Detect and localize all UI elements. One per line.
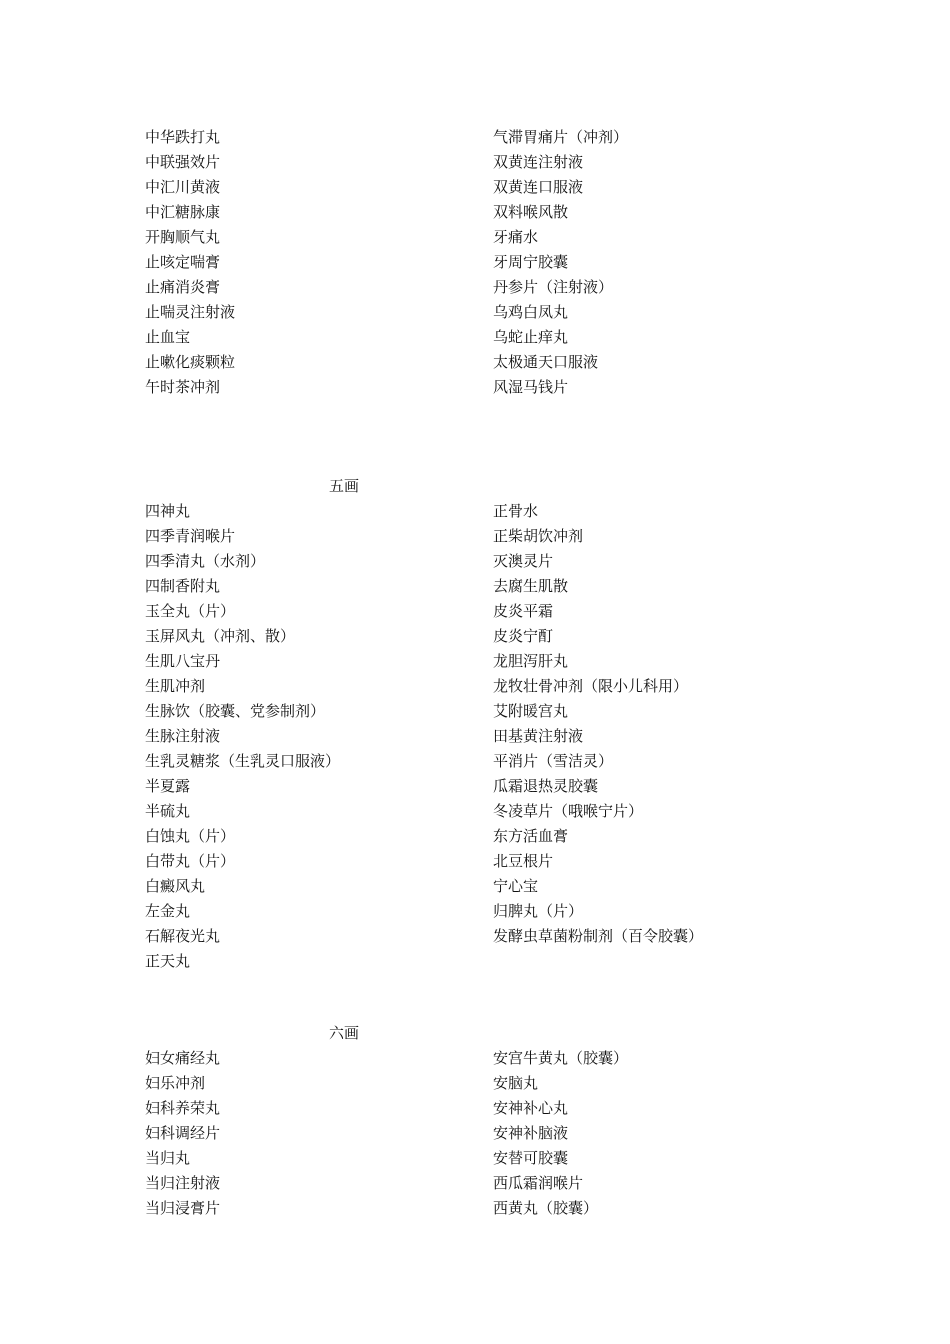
list-item: 安神补脑液 [493, 1124, 569, 1142]
list-item: 止喘灵注射液 [145, 303, 236, 321]
list-item: 太极通天口服液 [493, 353, 599, 371]
list-item: 平消片（雪洁灵） [493, 752, 614, 770]
list-item: 四季清丸（水剂） [145, 552, 266, 570]
list-item: 冬凌草片（哦喉宁片） [493, 802, 644, 820]
list-item: 东方活血膏 [493, 827, 569, 845]
list-item: 止痛消炎膏 [145, 278, 221, 296]
list-item: 正骨水 [493, 502, 539, 520]
list-item: 去腐生肌散 [493, 577, 569, 595]
list-item: 左金丸 [145, 902, 191, 920]
list-item: 中汇川黄液 [145, 178, 221, 196]
list-item: 妇科养荣丸 [145, 1099, 221, 1117]
right-column [493, 499, 873, 949]
list-item: 中华跌打丸 [145, 128, 221, 146]
list-item: 龙牧壮骨冲剂（限小儿科用） [493, 677, 689, 695]
list-item: 田基黄注射液 [493, 727, 584, 745]
list-item: 四制香附丸 [145, 577, 221, 595]
list-item: 北豆根片 [493, 852, 554, 870]
list-item: 瓜霜退热灵胶囊 [493, 777, 599, 795]
list-item: 石解夜光丸 [145, 927, 221, 945]
list-item: 中联强效片 [145, 153, 221, 171]
list-item: 中汇糖脉康 [145, 203, 221, 221]
list-item: 西瓜霜润喉片 [493, 1174, 584, 1192]
list-item: 生脉饮（胶囊、党参制剂） [145, 702, 326, 720]
list-item: 白带丸（片） [145, 852, 236, 870]
list-item: 乌鸡白凤丸 [493, 303, 569, 321]
left-column [145, 1046, 475, 1221]
list-item: 皮炎宁酊 [493, 627, 554, 645]
section-heading: 六画 [329, 1024, 360, 1042]
list-item: 妇女痛经丸 [145, 1049, 221, 1067]
list-item: 正柴胡饮冲剂 [493, 527, 584, 545]
list-item: 艾附暖宫丸 [493, 702, 569, 720]
list-item: 牙痛水 [493, 228, 539, 246]
list-item: 双黄连注射液 [493, 153, 584, 171]
right-column [493, 1046, 873, 1221]
list-item: 止嗽化痰颗粒 [145, 353, 236, 371]
list-item: 玉全丸（片） [145, 602, 236, 620]
list-item: 玉屏风丸（冲剂、散） [145, 627, 296, 645]
list-item: 开胸顺气丸 [145, 228, 221, 246]
list-item: 气滞胃痛片（冲剂） [493, 128, 629, 146]
list-item: 皮炎平霜 [493, 602, 554, 620]
list-item: 安脑丸 [493, 1074, 539, 1092]
list-item: 西黄丸（胶囊） [493, 1199, 599, 1217]
list-item: 半夏露 [145, 777, 191, 795]
section-heading: 五画 [329, 477, 360, 495]
list-item: 牙周宁胶囊 [493, 253, 569, 271]
list-item: 生肌八宝丹 [145, 652, 221, 670]
list-item: 龙胆泻肝丸 [493, 652, 569, 670]
list-item: 宁心宝 [493, 877, 539, 895]
list-item: 安神补心丸 [493, 1099, 569, 1117]
list-item: 安宫牛黄丸（胶囊） [493, 1049, 629, 1067]
list-item: 当归浸膏片 [145, 1199, 221, 1217]
list-item: 四季青润喉片 [145, 527, 236, 545]
list-item: 生肌冲剂 [145, 677, 206, 695]
list-item: 归脾丸（片） [493, 902, 584, 920]
list-item: 当归丸 [145, 1149, 191, 1167]
list-item: 生脉注射液 [145, 727, 221, 745]
list-item: 妇科调经片 [145, 1124, 221, 1142]
list-item: 灭澳灵片 [493, 552, 554, 570]
list-item: 白癜风丸 [145, 877, 206, 895]
list-item: 发酵虫草菌粉制剂（百令胶囊） [493, 927, 704, 945]
list-item: 安替可胶囊 [493, 1149, 569, 1167]
list-item: 止血宝 [145, 328, 191, 346]
list-item: 风湿马钱片 [493, 378, 569, 396]
list-item: 双黄连口服液 [493, 178, 584, 196]
list-item: 妇乐冲剂 [145, 1074, 206, 1092]
list-item: 正天丸 [145, 952, 191, 970]
list-item: 半硫丸 [145, 802, 191, 820]
left-column [145, 499, 475, 974]
list-item: 乌蛇止痒丸 [493, 328, 569, 346]
list-item: 双料喉风散 [493, 203, 569, 221]
list-item: 午时茶冲剂 [145, 378, 221, 396]
list-item: 生乳灵糖浆（生乳灵口服液） [145, 752, 341, 770]
list-item: 止咳定喘膏 [145, 253, 221, 271]
left-column [145, 125, 475, 400]
right-column [493, 125, 873, 400]
list-item: 当归注射液 [145, 1174, 221, 1192]
list-item: 白蚀丸（片） [145, 827, 236, 845]
list-item: 丹参片（注射液） [493, 278, 614, 296]
list-item: 四神丸 [145, 502, 191, 520]
